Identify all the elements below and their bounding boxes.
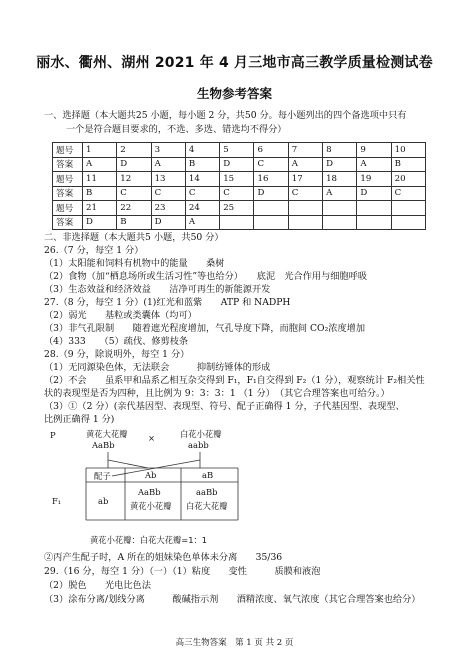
parent1-genotype: AaBb xyxy=(92,440,115,450)
cross-symbol: × xyxy=(148,433,156,443)
question-number-cell: 1 xyxy=(83,143,117,158)
page-footer: 高三生物答案 第 1 页 共 2 页 xyxy=(175,638,294,648)
q27-2: （2）弱光 基粒或类囊体（均可） xyxy=(44,310,197,321)
question-number-cell: 10 xyxy=(391,143,425,158)
question-number-cell: 4 xyxy=(185,143,219,158)
punnett-header-Ab: Ab xyxy=(145,470,157,480)
question-number-cell: 22 xyxy=(117,201,151,216)
f1-ratio: 黄花小花瓣：白花大花瓣=1：1 xyxy=(90,535,208,545)
q27-header: 27.（8 分，每空 1 分）(1)红光和蓝紫 ATP 和 NADPH xyxy=(44,297,291,308)
parent1-phenotype: 黄花大花瓣 xyxy=(86,429,128,439)
f1-cell2-genotype: aaBb xyxy=(196,487,218,497)
answer-cell: C xyxy=(151,186,185,201)
answer-cell: D xyxy=(323,157,357,172)
row-label-cell: 答案 xyxy=(53,215,83,230)
question-number-cell: 9 xyxy=(357,143,391,158)
section2-heading: 二、非选择题（本大题共5 小题，共50 分） xyxy=(44,232,224,243)
f1-cell2-phenotype: 白花大花瓣 xyxy=(186,501,228,511)
answer-cell: C xyxy=(117,186,151,201)
q27-4: （4）333 （5）疏伐、修剪枝条 xyxy=(44,336,189,347)
parent2-genotype: aabb xyxy=(188,440,209,450)
q29-2: （2）脱色 光电比色法 xyxy=(44,580,151,591)
row-label-cell: 题号 xyxy=(53,172,83,187)
f1-cell1-genotype: AaBb xyxy=(138,487,161,497)
answer-cell: A xyxy=(323,186,357,201)
answer-cell: A xyxy=(151,157,185,172)
question-number-cell: 11 xyxy=(83,172,117,187)
row-label-cell: 答案 xyxy=(53,186,83,201)
q29-3: （3）涂布分离/划线分离 酸碱指示剂 酒精浓度、氧气浓度（其它合理答案也给分） xyxy=(44,594,421,605)
punnett-header-aB: aB xyxy=(202,470,214,480)
question-number-cell: 24 xyxy=(185,201,219,216)
answer-cell: D xyxy=(117,157,151,172)
row-label-cell: 题号 xyxy=(53,143,83,158)
p-label: P xyxy=(50,430,56,440)
q28-3: （3）①（2 分）(亲代基因型、表现型、符号、配子正确得 1 分，子代基因型、表现型、 xyxy=(44,401,405,412)
answer-cell: D xyxy=(83,215,117,230)
answer-cell: C xyxy=(254,157,288,172)
answer-cell: A xyxy=(357,157,391,172)
page-subtitle: 生物参考答案 xyxy=(196,86,272,101)
f1-label: F₁ xyxy=(52,496,62,506)
section1-heading: 一、选择题（本大题共25 小题，每小题 2 分，共50 分。每小题列出的四个备选项中只有 xyxy=(44,110,407,121)
answer-cell: A xyxy=(185,215,219,230)
q28-2: （2）不会 虽系甲和品系乙相互杂交得到 F₁，F₁自交得到 F₂（1 分），观察统计 F₂相关性 xyxy=(44,375,425,386)
answer-cell: B xyxy=(391,157,425,172)
answer-cell: D xyxy=(357,186,391,201)
answer-cell: A xyxy=(288,157,322,172)
f1-cell1-phenotype: 黄花小花瓣 xyxy=(130,501,172,511)
parent2-phenotype: 白花小花瓣 xyxy=(180,429,222,439)
answer-cell: D xyxy=(220,157,254,172)
question-number-cell: 18 xyxy=(323,172,357,187)
question-number-cell: 2 xyxy=(117,143,151,158)
answer-cell: D xyxy=(151,215,185,230)
question-number-cell: 25 xyxy=(220,201,254,216)
q28-1: （1）无同源染色体，无法联会 抑制纺锤体的形成 xyxy=(44,362,271,373)
question-number-cell: 19 xyxy=(357,172,391,187)
question-number-cell: 3 xyxy=(151,143,185,158)
question-number-cell: 7 xyxy=(288,143,322,158)
answer-cell: A xyxy=(83,157,117,172)
page-title: 丽水、衢州、湖州 2021 年 4 月三地市高三教学质量检测试卷 xyxy=(36,55,433,71)
question-number-cell: 14 xyxy=(185,172,219,187)
answer-cell: B xyxy=(83,186,117,201)
question-number-cell: 23 xyxy=(151,201,185,216)
row-label-cell: 题号 xyxy=(53,201,83,216)
q28-3-continued: 比例正确得 1 分) xyxy=(44,414,115,425)
answer-cell: C xyxy=(185,186,219,201)
punnett-header-gamete: 配子 xyxy=(94,471,111,481)
answer-cell: C xyxy=(220,186,254,201)
question-number-cell: 16 xyxy=(254,172,288,187)
question-number-cell: 20 xyxy=(391,172,425,187)
answer-cell: B xyxy=(117,215,151,230)
question-number-cell: 5 xyxy=(220,143,254,158)
q28-header: 28.（9 分，除说明外，每空 1 分） xyxy=(44,349,190,360)
answer-cell: B xyxy=(185,157,219,172)
q26-2: （2）食物（加“栖息场所或生活习性”等也给分） 底泥 光合作用与细胞呼吸 xyxy=(44,271,368,282)
q27-3: （3）非气孔限制 随着遮光程度增加，气孔导度下降，而胞间 CO₂浓度增加 xyxy=(44,323,366,334)
q28-3-part2: ②丙产生配子时，A 所在的姐妹染色单体未分离 35/36 xyxy=(44,552,283,563)
row-label-cell: 答案 xyxy=(53,157,83,172)
question-number-cell: 17 xyxy=(288,172,322,187)
question-number-cell: 13 xyxy=(151,172,185,187)
question-number-cell: 8 xyxy=(323,143,357,158)
question-number-cell: 21 xyxy=(83,201,117,216)
question-number-cell: 12 xyxy=(117,172,151,187)
question-number-cell: 6 xyxy=(254,143,288,158)
section1-heading-continued: 一个是符合题目要求的，不选、多选、错选均不得分） xyxy=(66,124,287,135)
q26-1: （1）太阳能和饲料有机物中的能量 桑树 xyxy=(44,258,225,269)
q26-header: 26.（7 分，每空 1 分） xyxy=(44,245,144,256)
q26-3: （3）生态效益和经济效益 洁净可再生的新能源开发 xyxy=(44,284,271,295)
question-number-cell: 15 xyxy=(220,172,254,187)
q29-header: 29.（16 分，每空 1 分）（一）（1）粘度 变性 质膜和液泡 xyxy=(44,566,321,577)
answer-cell: C xyxy=(288,186,322,201)
q28-2-continued: 状的表现型是否为四种，且比例为 9：3：3：1 （1 分） （其它合理答案也可给分。） xyxy=(44,388,390,399)
answer-cell: D xyxy=(254,186,288,201)
punnett-row-ab: ab xyxy=(98,496,109,506)
answer-cell: C xyxy=(391,186,425,201)
